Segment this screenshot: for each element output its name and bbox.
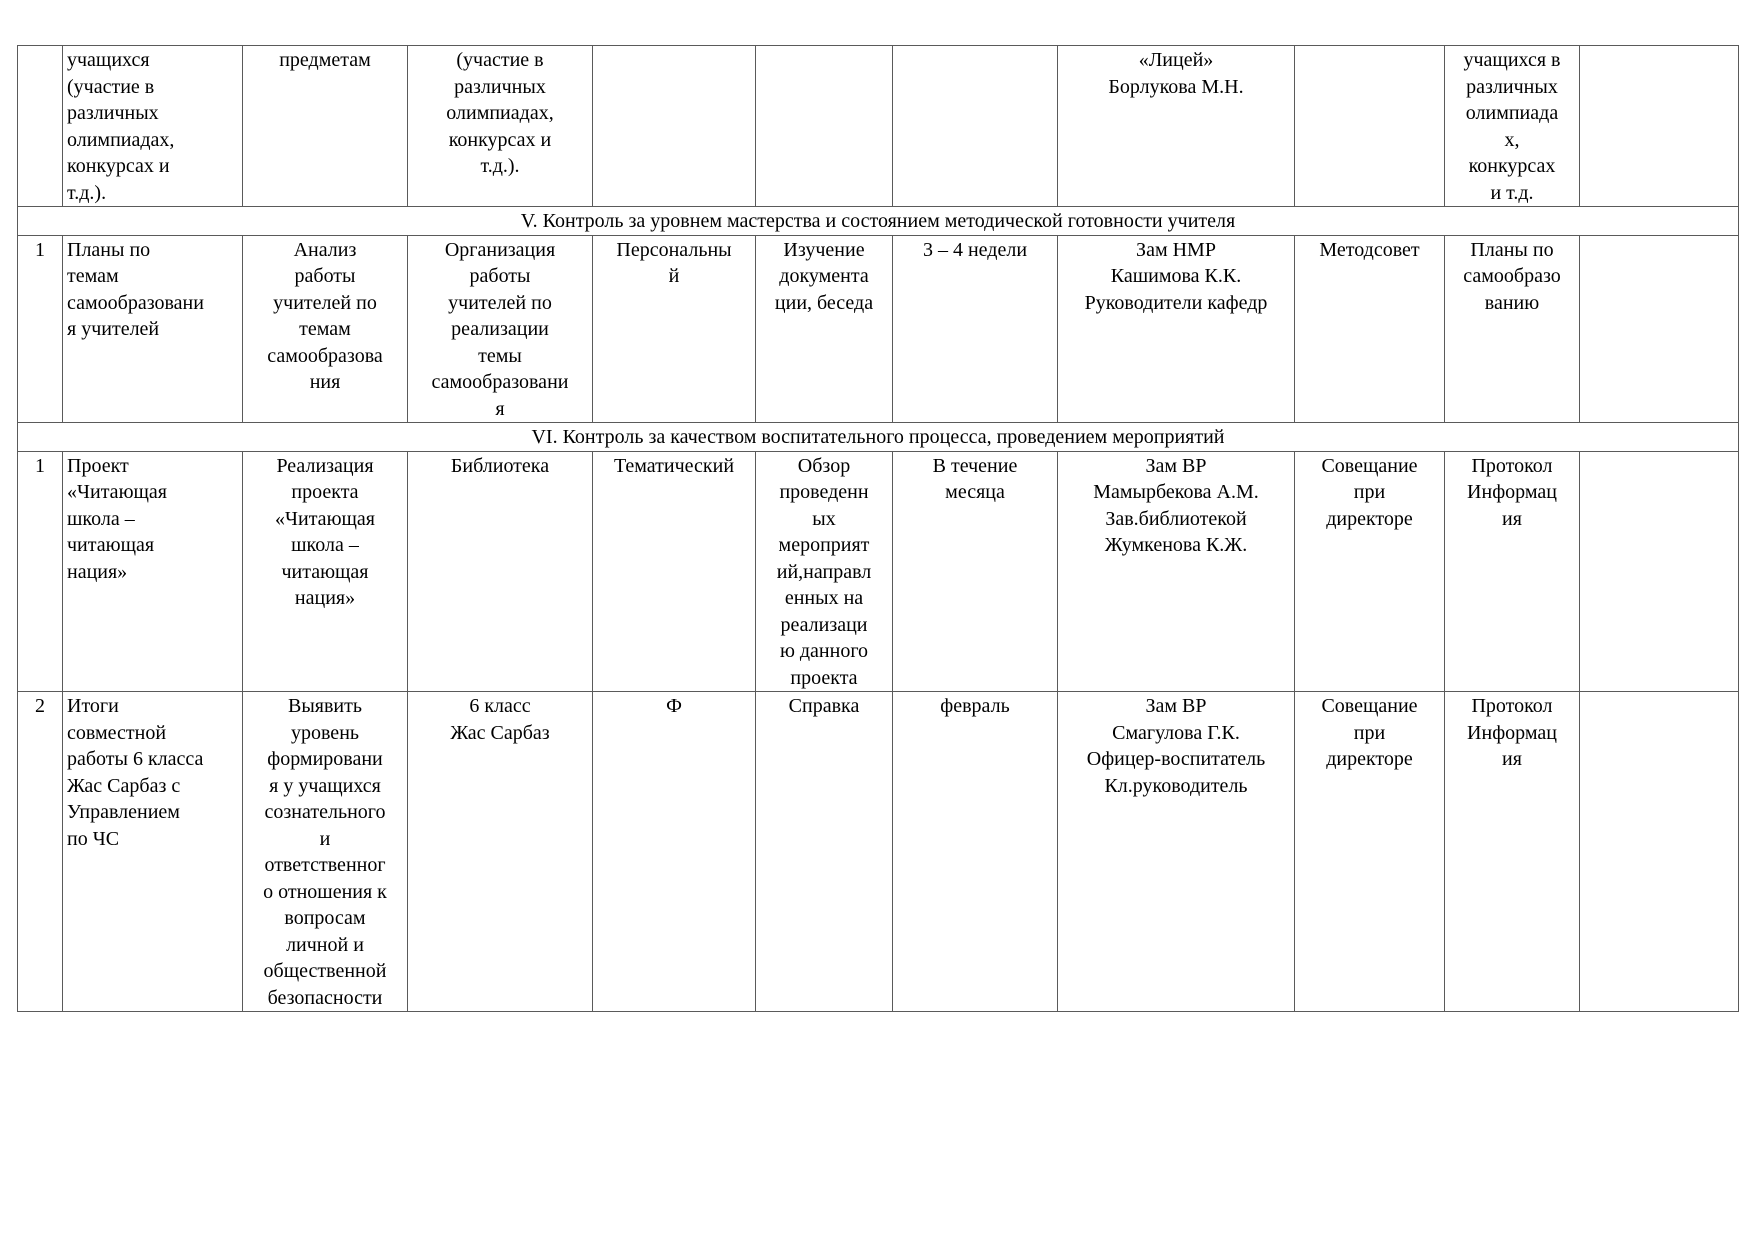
table-row [18, 451, 1739, 692]
cell-text-line: Анализ [293, 238, 357, 261]
cell-text-line: ванию [1484, 291, 1540, 314]
control-method-cell [756, 235, 893, 423]
cell-text-line: сознательного [264, 801, 386, 823]
cell-text-line: Изучение [783, 238, 865, 261]
cell-text-line: читающая [67, 534, 155, 556]
cell-text-line: ответственног [264, 854, 386, 876]
cell-text-line: о отношения к [263, 880, 387, 903]
cell-text-line: Информац [1467, 481, 1557, 503]
cell-text-line: читающая [281, 560, 369, 583]
cell-text-line: учителей по [448, 291, 552, 314]
cell-text-line: Борлукова М.Н. [1108, 75, 1244, 98]
result-cell [1445, 692, 1580, 1012]
cell-text-line: работы [469, 265, 531, 287]
control-type-cell [593, 46, 756, 207]
cell-text-line: уровень [290, 721, 360, 744]
review-place-cell [1295, 235, 1445, 423]
cell-text-line: й [668, 265, 680, 287]
cell-text-line: работы [294, 265, 356, 287]
control-dates-cell [893, 451, 1058, 692]
cell-text-line: февраль [940, 695, 1010, 717]
cell-text-line: т.д.). [67, 181, 107, 204]
cell-text-line: проекта [291, 481, 359, 503]
responsible-cell [1058, 235, 1295, 423]
cell-text-line: «Лицей» [1138, 49, 1214, 71]
cell-text-line: по ЧС [67, 827, 120, 850]
cell-text-line: Обзор [797, 454, 851, 477]
empty-cell [1580, 235, 1739, 423]
control-dates-cell [893, 46, 1058, 207]
cell-text-line: учителей по [273, 291, 377, 314]
cell-text-line: В течение [932, 454, 1018, 477]
row-number: 2 [18, 692, 63, 1012]
row-number: 1 [18, 451, 63, 692]
cell-text-line: 6 класс [469, 695, 531, 717]
cell-text-line: ия [1502, 507, 1522, 530]
cell-text-line: самообразова [267, 344, 383, 367]
cell-text-line: олимпиадах, [446, 102, 554, 124]
section-title: V. Контроль за уровнем мастерства и состоянием методической готовности учителя [18, 207, 1739, 236]
cell-text-line: мероприят [778, 534, 870, 556]
cell-text-line: самообразовани [67, 291, 204, 314]
cell-text-line: Справка [788, 695, 860, 717]
review-place-cell [1295, 46, 1445, 207]
cell-text-line: ции, беседа [774, 291, 874, 314]
review-place-cell [1295, 451, 1445, 692]
cell-text-line: я у учащихся [269, 774, 381, 797]
control-goal-cell [243, 692, 408, 1012]
cell-text-line: безопасности [267, 986, 383, 1009]
cell-text-line: Кл.руководитель [1104, 774, 1248, 797]
control-method-cell [756, 46, 893, 207]
responsible-cell [1058, 46, 1295, 207]
cell-text-line: различных [454, 75, 546, 98]
cell-text-line: олимпиада [1465, 102, 1559, 124]
cell-text-line: т.д.). [480, 155, 520, 177]
cell-text-line: Зам ВР [1145, 454, 1207, 477]
cell-text-line: Управлением [67, 801, 180, 823]
cell-text-line: я [495, 397, 505, 420]
cell-text-line: учащихся в [1463, 49, 1561, 71]
cell-text-line: Офицер-воспитатель [1086, 748, 1266, 770]
table-row [18, 235, 1739, 423]
control-plan-table [17, 45, 1739, 1012]
control-method-cell [756, 451, 893, 692]
cell-text-line: нация» [294, 587, 356, 609]
cell-text-line: «Читающая [67, 481, 167, 503]
cell-text-line: енных на [784, 587, 864, 609]
cell-text-line: Смагулова Г.К. [1112, 721, 1240, 744]
cell-text-line: Зав.библиотекой [1105, 507, 1247, 530]
cell-text-line: ых [812, 507, 836, 530]
cell-text-line: олимпиадах, [67, 128, 175, 151]
table-row [18, 692, 1739, 1012]
cell-text-line: Персональны [616, 238, 732, 261]
cell-text-line: реализаци [780, 613, 868, 636]
cell-text-line: Жумкенова К.Ж. [1104, 534, 1248, 556]
control-topic-cell [63, 46, 243, 207]
cell-text-line: Мамырбекова А.М. [1093, 481, 1259, 503]
cell-text-line: директоре [1326, 748, 1413, 770]
cell-text-line: школа – [67, 507, 135, 530]
control-object-cell [408, 692, 593, 1012]
empty-cell [1580, 451, 1739, 692]
cell-text-line: месяца [945, 481, 1005, 503]
cell-text-line: совместной [67, 721, 167, 744]
control-goal-cell [243, 46, 408, 207]
cell-text-line: различных [1466, 75, 1558, 98]
cell-text-line: Выявить [288, 695, 362, 717]
cell-text-line: х, [1504, 128, 1520, 151]
cell-text-line: темы [478, 344, 522, 367]
cell-text-line: Информац [1467, 721, 1557, 744]
cell-text-line: школа – [291, 534, 359, 556]
cell-text-line: «Читающая [275, 507, 375, 530]
cell-text-line: Зам НМР [1136, 238, 1216, 261]
cell-text-line: предметам [279, 49, 371, 71]
cell-text-line: Руководители кафедр [1084, 291, 1268, 314]
control-dates-cell [893, 235, 1058, 423]
cell-text-line: и т.д. [1490, 181, 1534, 204]
table-row [18, 46, 1739, 207]
cell-text-line: Совещание [1321, 695, 1418, 717]
cell-text-line: конкурсах и [67, 155, 170, 177]
cell-text-line: темам [299, 318, 351, 340]
cell-text-line: (участие в [456, 49, 544, 71]
cell-text-line: при [1353, 721, 1386, 744]
cell-text-line: Планы по [67, 238, 151, 261]
cell-text-line: (участие в [67, 75, 155, 98]
cell-text-line: при [1353, 481, 1386, 503]
cell-text-line: ий,направл [776, 560, 872, 583]
cell-text-line: работы 6 класса [67, 748, 204, 770]
control-topic-cell [63, 451, 243, 692]
section-header-row [18, 207, 1739, 236]
cell-text-line: темам [67, 265, 119, 287]
cell-text-line: Протокол [1471, 454, 1553, 477]
control-dates-cell [893, 692, 1058, 1012]
cell-text-line: Итоги [67, 695, 119, 717]
cell-text-line: документа [779, 265, 869, 287]
cell-text-line: Методсовет [1319, 238, 1420, 261]
cell-text-line: конкурсах [1468, 155, 1556, 177]
control-object-cell [408, 451, 593, 692]
cell-text-line: и [319, 827, 331, 850]
control-type-cell [593, 451, 756, 692]
cell-text-line: различных [67, 102, 159, 124]
responsible-cell [1058, 451, 1295, 692]
cell-text-line: Протокол [1471, 695, 1553, 717]
control-type-cell [593, 235, 756, 423]
control-goal-cell [243, 451, 408, 692]
section-title: VI. Контроль за качеством воспитательного процесса, проведением мероприятий [18, 423, 1739, 452]
row-number: 1 [18, 235, 63, 423]
cell-text-line: самообразо [1463, 265, 1561, 287]
cell-text-line: Зам ВР [1145, 695, 1207, 717]
cell-text-line: общественной [263, 960, 387, 982]
empty-cell [1580, 692, 1739, 1012]
cell-text-line: нация» [67, 560, 128, 583]
cell-text-line: Совещание [1321, 454, 1418, 477]
empty-cell [1580, 46, 1739, 207]
cell-text-line: Кашимова К.К. [1110, 265, 1242, 287]
control-goal-cell [243, 235, 408, 423]
cell-text-line: проекта [790, 666, 858, 689]
control-object-cell [408, 46, 593, 207]
cell-text-line: проведенн [779, 481, 869, 503]
result-cell [1445, 451, 1580, 692]
responsible-cell [1058, 692, 1295, 1012]
cell-text-line: 3 – 4 недели [922, 238, 1028, 261]
cell-text-line: Жас Сарбаз [450, 721, 550, 744]
cell-text-line: Реализация [276, 454, 374, 477]
cell-text-line: учащихся [67, 49, 150, 71]
result-cell [1445, 46, 1580, 207]
cell-text-line: Жас Сарбаз с [67, 774, 181, 797]
cell-text-line: директоре [1326, 507, 1413, 530]
control-type-cell [593, 692, 756, 1012]
cell-text-line: ия [1502, 748, 1522, 770]
cell-text-line: я учителей [67, 318, 160, 340]
cell-text-line: реализации [451, 318, 549, 340]
cell-text-line: Тематический [613, 454, 735, 477]
cell-text-line: Планы по [1470, 238, 1554, 261]
review-place-cell [1295, 692, 1445, 1012]
cell-text-line: Ф [666, 695, 682, 717]
result-cell [1445, 235, 1580, 423]
row-number [18, 46, 63, 207]
control-method-cell [756, 692, 893, 1012]
cell-text-line: ю данного [779, 640, 869, 662]
section-header-row [18, 423, 1739, 452]
control-object-cell [408, 235, 593, 423]
cell-text-line: ния [309, 371, 341, 393]
cell-text-line: вопросам [284, 907, 366, 929]
cell-text-line: конкурсах и [448, 128, 552, 151]
control-topic-cell [63, 692, 243, 1012]
cell-text-line: самообразовани [431, 371, 569, 393]
cell-text-line: Проект [67, 454, 129, 477]
cell-text-line: личной и [286, 933, 364, 956]
control-topic-cell [63, 235, 243, 423]
cell-text-line: Организация [444, 238, 556, 261]
cell-text-line: Библиотека [450, 454, 550, 477]
cell-text-line: формировани [267, 748, 383, 770]
